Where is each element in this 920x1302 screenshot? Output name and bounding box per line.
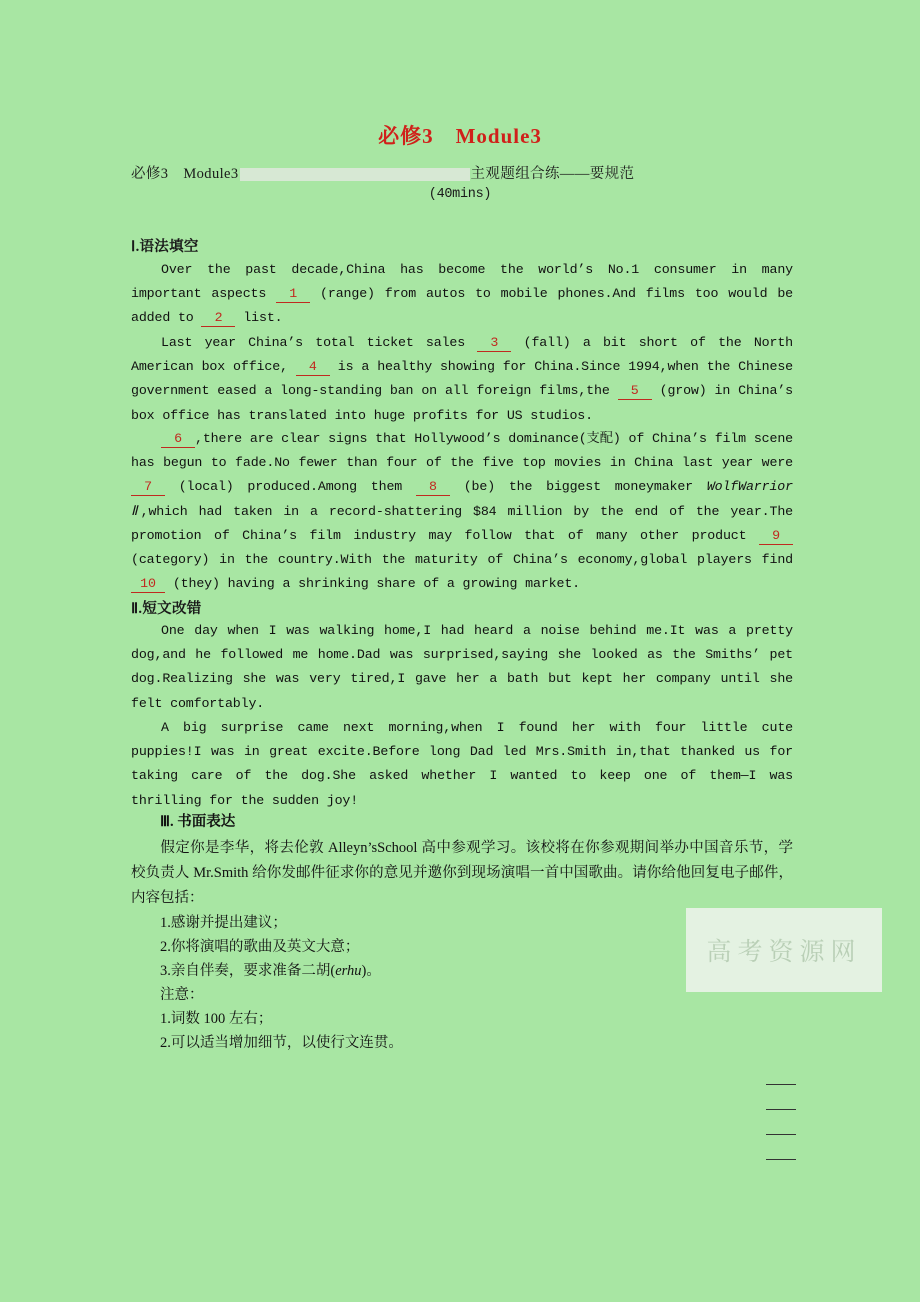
g3-text-d: ,which had taken in a record-shattering $84 million by the end of the year.The promotion of China’s film industry may follow that of many other product: [131, 503, 793, 543]
time-note: (40mins): [428, 187, 492, 202]
redaction-mask: [240, 168, 470, 181]
answer-line: [766, 1060, 796, 1085]
g3-text-c: (be) the biggest moneymaker: [463, 479, 694, 495]
g2-text-d: (grow) in China’s box office has translated into huge profits for US studios.: [131, 383, 793, 423]
writing-prompt-text: 假定你是李华，将去伦敦 Alleyn’sSchool 高中参观学习。该校将在你参观期间举办中国音乐节，学校负责人 Mr.Smith 给你发邮件征求你的意见并邀你到现场演唱一首中国歌曲。请你给他回复电子邮件，内容包括：: [131, 840, 793, 906]
error-p2-text: A big surprise came next morning,when I found her with four little cute puppies!I was in great excite.Before long Dad led Mrs.Smith in,that thanked us for taking care of the dog.She asked whether I wanted to keep one of them—I was thrilling for the sudden joy!: [131, 720, 793, 808]
answer-line: [766, 1085, 796, 1110]
writing-prompt: [131, 836, 793, 911]
grammar-paragraph-1: [131, 258, 793, 331]
writing-note-2: [131, 1031, 793, 1056]
blank-6: 6: [161, 431, 195, 448]
writing-item-1-text: 1.感谢并提出建议；: [160, 915, 287, 931]
page-title: 必修3 Module3: [378, 124, 542, 148]
blank-7: 7: [131, 479, 165, 496]
g2-text-c: is a healthy showing for China.Since 1994,when the Chinese government eased a long-standing ban on all foreign films,the: [131, 359, 793, 399]
section-heading-writing-wrap: [131, 810, 793, 835]
answer-line: [766, 1110, 796, 1135]
blank-3: 3: [477, 335, 511, 352]
g1-text-b: (range) from autos to mobile phones.And films too would be added to: [131, 286, 793, 326]
subtitle-right: 主观题组合练——要规范: [470, 166, 635, 182]
g2-text-b: (fall) a bit short of the North American box office,: [131, 335, 793, 375]
error-paragraph-2: [131, 716, 793, 813]
writing-item-3-text-b: )。: [361, 963, 381, 979]
g1-text-c: list.: [243, 310, 283, 326]
blank-5: 5: [618, 383, 652, 400]
writing-item-3-italic: erhu: [335, 963, 362, 979]
grammar-paragraph-3: [131, 427, 793, 596]
grammar-paragraph-2: [131, 331, 793, 428]
writing-note-1: [131, 1007, 793, 1032]
blank-8: 8: [416, 479, 450, 496]
writing-item-3-text-a: 3.亲自伴奏，要求准备二胡(: [160, 963, 336, 979]
g3-text-f: (they) having a shrinking share of a growing market.: [172, 576, 580, 592]
g2-text-a: Last year China’s total ticket sales: [161, 335, 466, 350]
g3-text-a: ,there are clear signs that Hollywood’s dominance(支配) of China’s film scene has begun to fade.No fewer than four of the five top movies in China last year were: [131, 431, 793, 471]
blank-10: 10: [131, 576, 165, 593]
g1-text-a: Over the past decade,China has become the world’s No.1 consumer in many important aspects: [131, 262, 793, 302]
subtitle-left: 必修3 Module3: [131, 166, 239, 182]
blank-4: 4: [296, 359, 330, 376]
error-paragraph-1: [131, 619, 793, 716]
watermark: 高考资源网: [686, 908, 882, 992]
subtitle-row: [131, 162, 791, 183]
movie-title: WolfWarrior Ⅱ: [131, 479, 793, 519]
g3-text-e: (category) in the country.With the maturity of China’s economy,global players find: [131, 552, 793, 568]
note-1-text: 1.词数 100 左右；: [160, 1011, 273, 1027]
section-heading-grammar: Ⅰ.语法填空: [131, 239, 199, 255]
answer-lines: [766, 1060, 796, 1160]
blank-2: 2: [201, 310, 235, 327]
error-p1-text: One day when I was walking home,I had heard a noise behind me.It was a pretty dog,and he followed me home.Dad was surprised,saying she looked as the Smiths’ pet dog.Realizing she was very tired,I gave her a bath but kept her company until she felt comfortably.: [131, 623, 793, 711]
note-2-text: 2.可以适当增加细节，以使行文连贯。: [160, 1035, 403, 1051]
answer-line: [766, 1135, 796, 1160]
notes-label-text: 注意：: [160, 987, 204, 1003]
writing-item-2-text: 2.你将演唱的歌曲及英文大意；: [160, 939, 360, 955]
g3-text-b: (local) produced.Among them: [178, 479, 403, 495]
section-heading-error-correction: Ⅱ.短文改错: [131, 601, 202, 617]
section-heading-writing: Ⅲ. 书面表达: [160, 814, 236, 830]
blank-9: 9: [759, 528, 793, 545]
blank-1: 1: [276, 286, 310, 303]
